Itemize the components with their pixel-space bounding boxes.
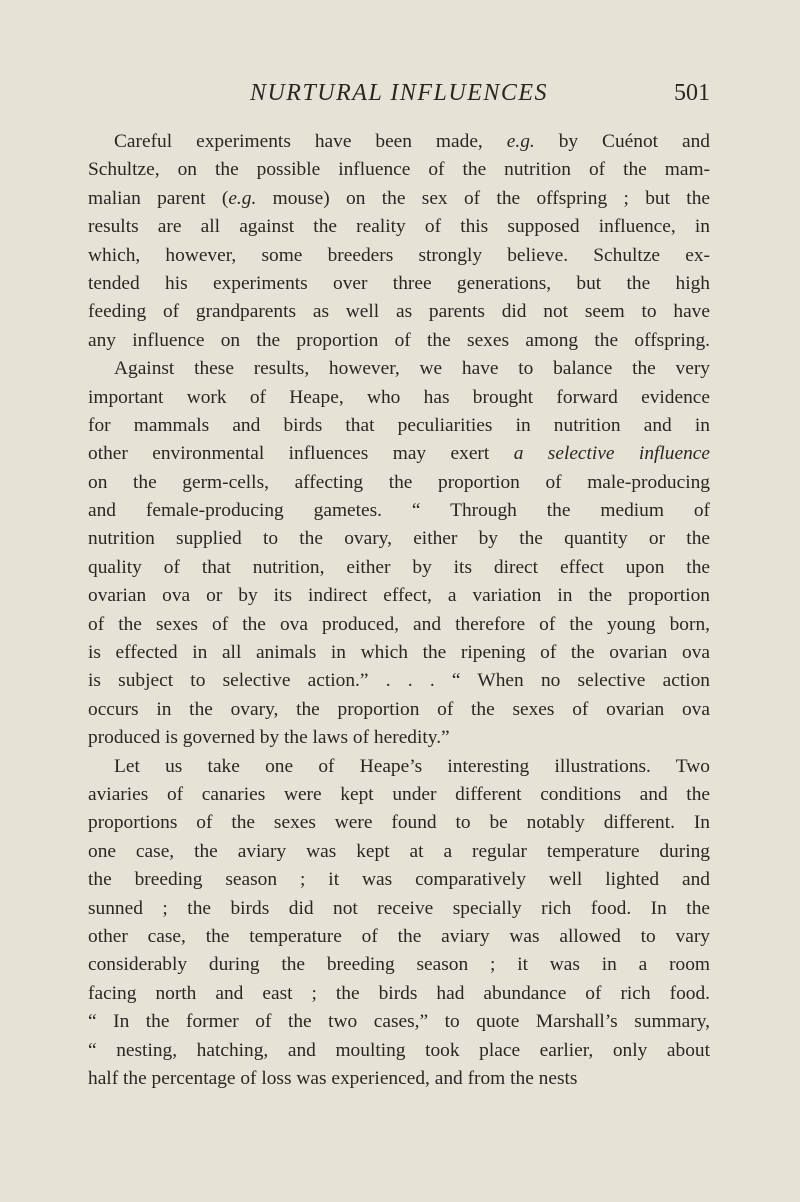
text-run: aviaries of canaries were kept under different conditions and the [88, 783, 710, 805]
text-run: and female-producing gametes. “ Through the medium of [88, 500, 710, 522]
text-line [88, 242, 710, 270]
text-line [88, 213, 710, 241]
text-line [88, 611, 710, 639]
text-line [88, 696, 710, 724]
text-run: one case, the aviary was kept at a regular temperature during [88, 840, 710, 862]
text-run: Schultze, on the possible influence of the nutrition of the mam- [88, 159, 710, 181]
text-run: “ In the former of the two cases,” to quote Marshall’s summary, [88, 1011, 710, 1033]
text-run: other environmental influences may exert [88, 443, 514, 465]
text-line [88, 980, 710, 1008]
text-run: Careful experiments have been made, [114, 131, 507, 152]
text-line [88, 923, 710, 951]
text-run: Let us take one of Heape’s interesting illustrations. Two [114, 755, 710, 777]
text-run: the breeding season ; it was comparatively well lighted and [88, 869, 710, 891]
text-run: proportions of the sexes were found to be notably different. In [88, 812, 710, 834]
text-line [88, 497, 710, 525]
text-line [88, 866, 710, 894]
text-line [88, 554, 710, 582]
text-run: quality of that nutrition, either by its direct effect upon the [88, 556, 710, 578]
text-line [88, 724, 710, 752]
text-line [88, 781, 710, 809]
text-line [88, 809, 710, 837]
text-line [88, 270, 710, 298]
body-text [88, 128, 710, 1093]
text-run: is subject to selective action.” . . . “ When no selective action [88, 670, 710, 692]
text-line [88, 753, 710, 781]
text-line [88, 1008, 710, 1036]
text-line [88, 412, 710, 440]
text-line [88, 895, 710, 923]
text-line [88, 327, 710, 355]
text-run: Against these results, however, we have to balance the very [114, 358, 710, 380]
text-run: feeding of grandparents as well as parents did not seem to have [88, 301, 710, 323]
text-run: nutrition supplied to the ovary, either by the quantity or the [88, 528, 710, 550]
text-run: of the sexes of the ova produced, and therefore of the young born, [88, 613, 710, 635]
text-run: on the germ-cells, affecting the proportion of male-producing [88, 471, 710, 493]
text-line [88, 639, 710, 667]
text-run: tended his experiments over three generations, but the high [88, 272, 710, 294]
text-line [88, 185, 710, 213]
text-run: half the percentage of loss was experienced, and from the nests [88, 1067, 578, 1089]
text-line [88, 355, 710, 383]
italic-run: e.g. [506, 131, 535, 152]
text-line [88, 1065, 710, 1093]
text-run: important work of Heape, who has brought forward evidence [88, 386, 710, 408]
text-line [88, 951, 710, 979]
text-run: considerably during the breeding season ; it was in a room [88, 954, 710, 976]
text-run: malian parent ( [88, 187, 229, 209]
text-run: facing north and east ; the birds had abundance of rich food. [88, 982, 710, 1004]
text-line [88, 384, 710, 412]
text-run: other case, the temperature of the aviary was allowed to vary [88, 925, 710, 947]
text-line [88, 128, 710, 156]
italic-run: a selective influence [513, 443, 710, 465]
page-header [88, 78, 710, 118]
text-line [88, 1037, 710, 1065]
text-run: sunned ; the birds did not receive specially rich food. In the [88, 897, 710, 919]
italic-run: e.g. [228, 187, 257, 209]
text-run: results are all against the reality of this supposed influence, in [88, 216, 710, 238]
text-run: produced is governed by the laws of heredity.” [88, 727, 450, 749]
text-line [88, 156, 710, 184]
text-run: occurs in the ovary, the proportion of the sexes of ovarian ova [88, 698, 710, 720]
text-run: mouse) on the sex of the offspring ; but the [256, 187, 710, 209]
text-run: is effected in all animals in which the ripening of the ovarian ova [88, 642, 710, 664]
text-run: “ nesting, hatching, and moulting took place earlier, only about [88, 1039, 710, 1061]
running-head: NURTURAL INFLUENCES [249, 80, 549, 106]
text-line [88, 440, 710, 468]
text-line [88, 667, 710, 695]
text-run: ovarian ova or by its indirect effect, a variation in the proportion [88, 585, 710, 607]
text-run: for mammals and birds that peculiarities in nutrition and in [88, 414, 710, 436]
text-run: which, however, some breeders strongly believe. Schultze ex- [88, 244, 710, 266]
text-line [88, 582, 710, 610]
page-number: 501 [674, 80, 710, 106]
text-line [88, 298, 710, 326]
text-run: any influence on the proportion of the sexes among the offspring. [88, 329, 710, 351]
text-line [88, 838, 710, 866]
text-line [88, 469, 710, 497]
text-run: by Cuénot and [534, 131, 710, 152]
text-line [88, 525, 710, 553]
